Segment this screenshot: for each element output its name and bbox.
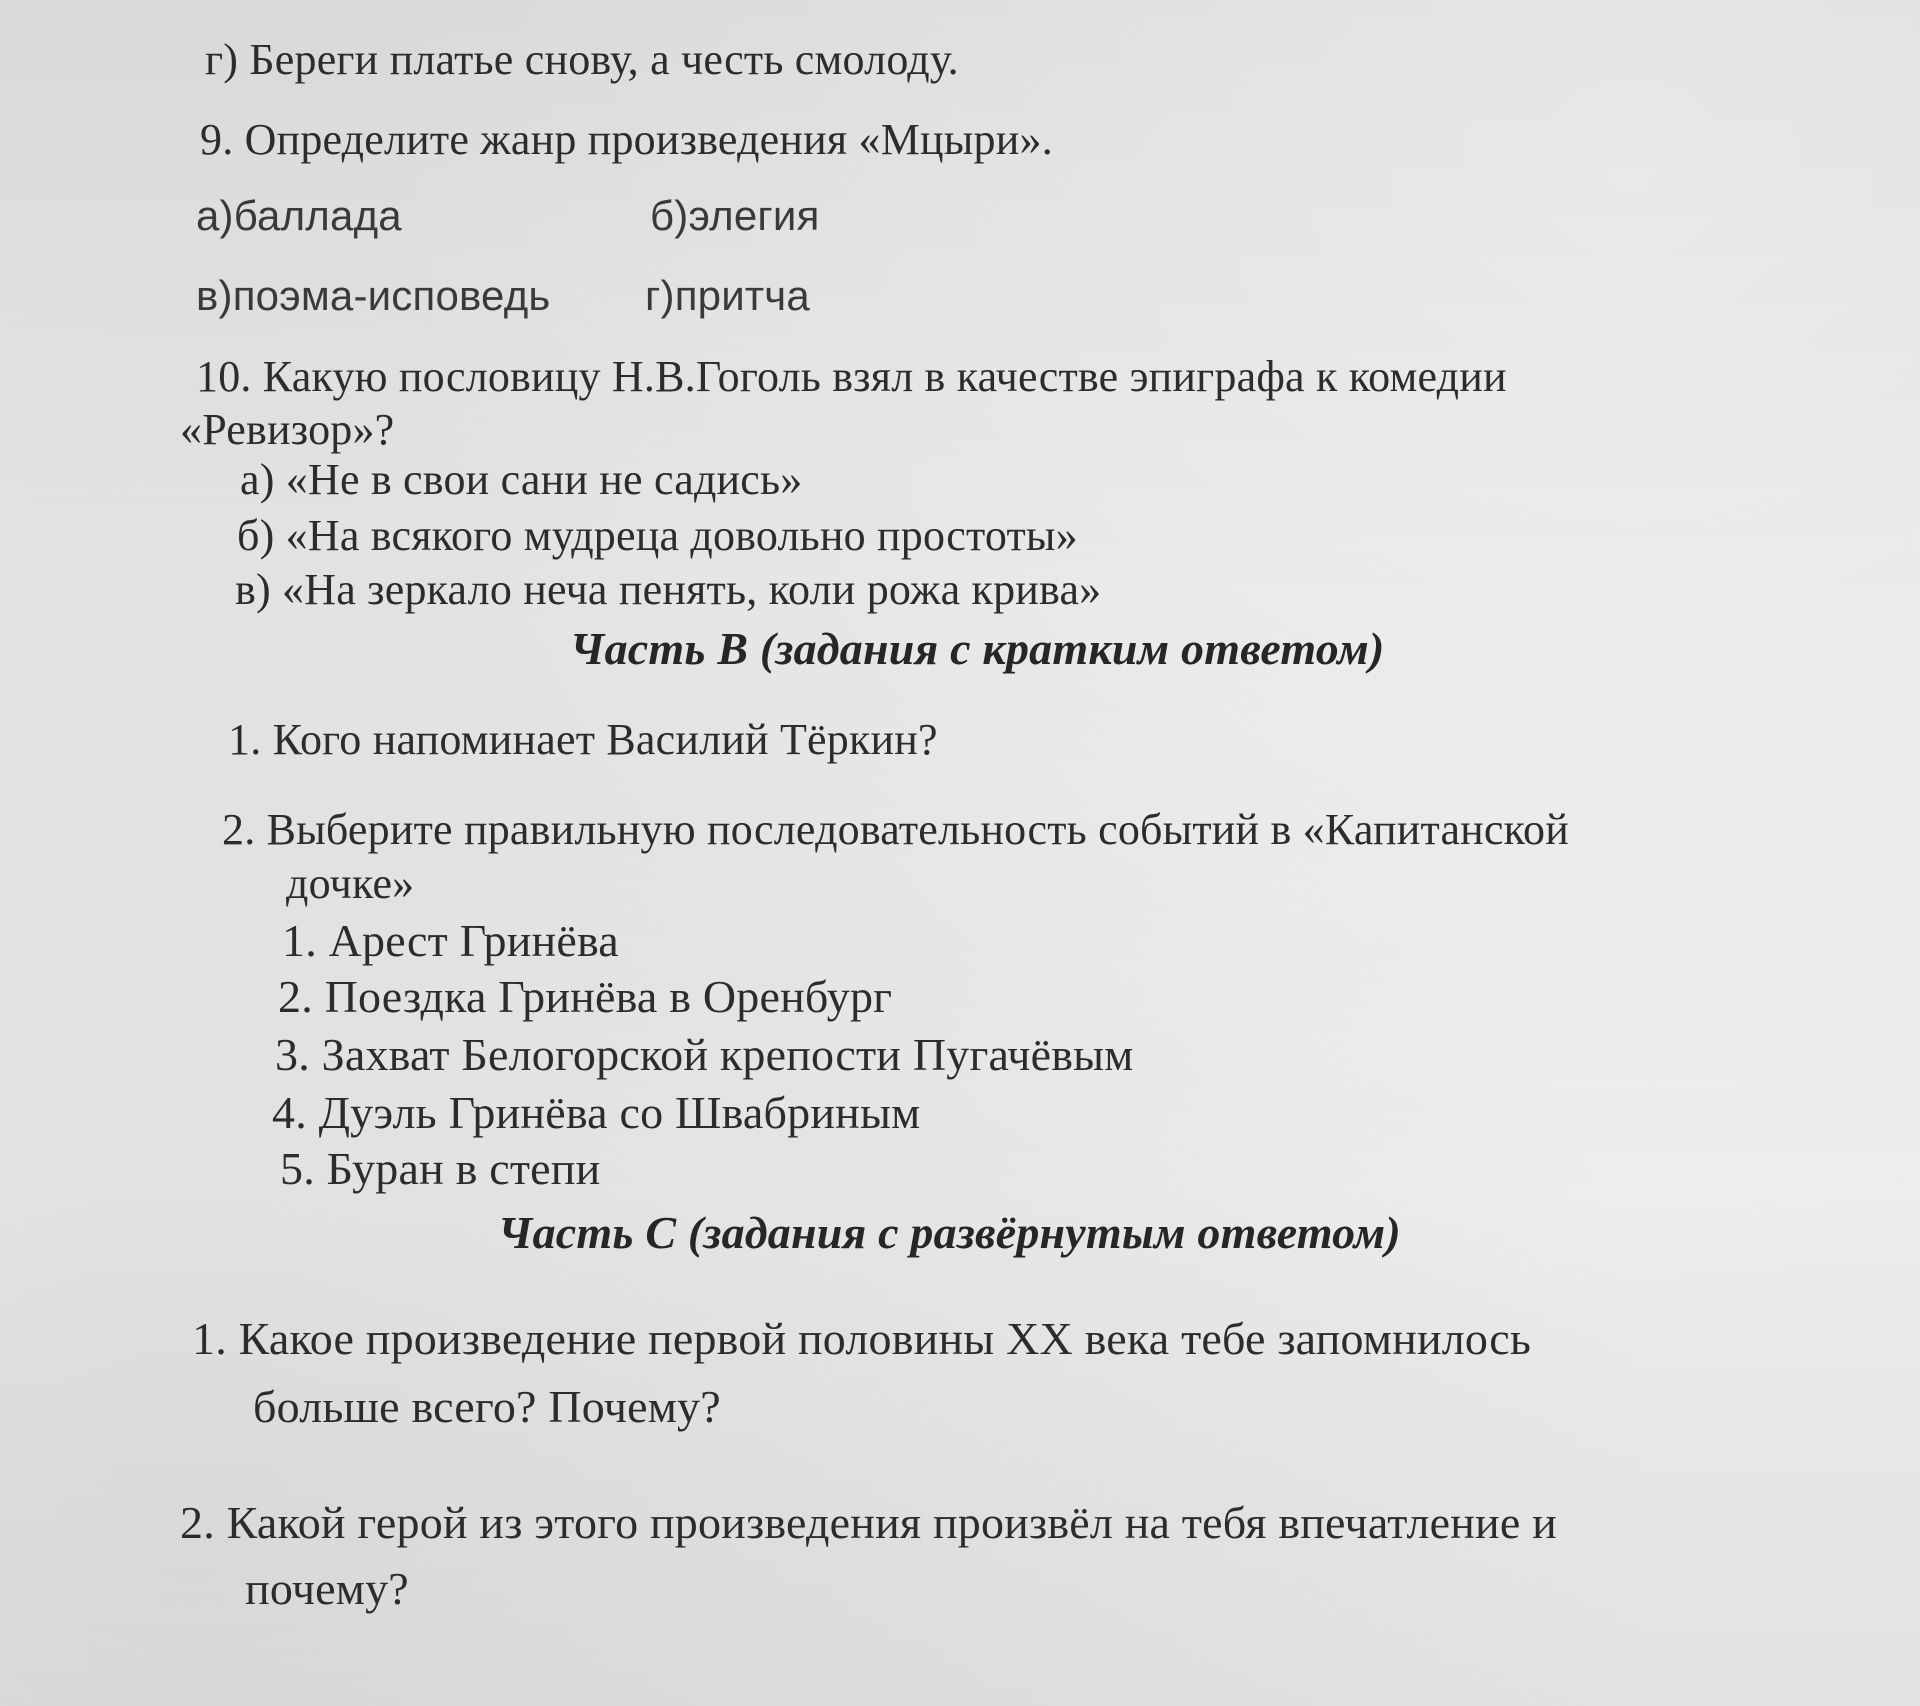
q10-question-line1: 10. Какую пословицу Н.В.Гоголь взял в качестве эпиграфа к комедии [196, 352, 1507, 401]
part-c-heading: Часть С (задания с развёрнутым ответом) [498, 1207, 1401, 1258]
part-b-q2-line2: дочке» [286, 859, 415, 908]
part-c-q2-line2: почему? [245, 1563, 409, 1614]
q8-option-g: г) Береги платье снову, а честь смолоду. [205, 35, 959, 84]
part-b-q1: 1. Кого напоминает Василий Тёркин? [228, 715, 938, 764]
q9-option-a: а)баллада [196, 192, 402, 239]
part-b-heading: Часть В (задания с кратким ответом) [570, 623, 1385, 674]
q9-option-v: в)поэма-исповедь [196, 272, 551, 319]
q10-option-v: в) «На зеркало неча пенять, коли рожа крива» [235, 565, 1102, 614]
q10-option-a: а) «Не в свои сани не садись» [240, 455, 803, 504]
event-item: 5. Буран в степи [280, 1143, 601, 1194]
event-item: 1. Арест Гринёва [282, 915, 619, 966]
q10-option-b: б) «На всякого мудреца довольно простоты» [237, 511, 1078, 560]
q9-option-b: б)элегия [650, 192, 820, 239]
event-item: 2. Поездка Гринёва в Оренбург [278, 971, 893, 1022]
event-item: 4. Дуэль Гринёва со Швабриным [272, 1087, 921, 1138]
part-b-q2-line1: 2. Выберите правильную последовательность событий в «Капитанской [222, 805, 1569, 854]
part-c-q1-line1: 1. Какое произведение первой половины XX века тебе запомнилось [192, 1313, 1532, 1364]
q10-question-line2: «Ревизор»? [180, 405, 395, 454]
event-item: 3. Захват Белогорской крепости Пугачёвым [275, 1029, 1134, 1080]
part-c-q1-line2: больше всего? Почему? [253, 1381, 721, 1432]
part-c-q2-line1: 2. Какой герой из этого произведения произвёл на тебя впечатление и [180, 1497, 1557, 1548]
q9-option-g: г)притча [645, 272, 810, 319]
q9-question: 9. Определите жанр произведения «Мцыри». [200, 115, 1053, 164]
